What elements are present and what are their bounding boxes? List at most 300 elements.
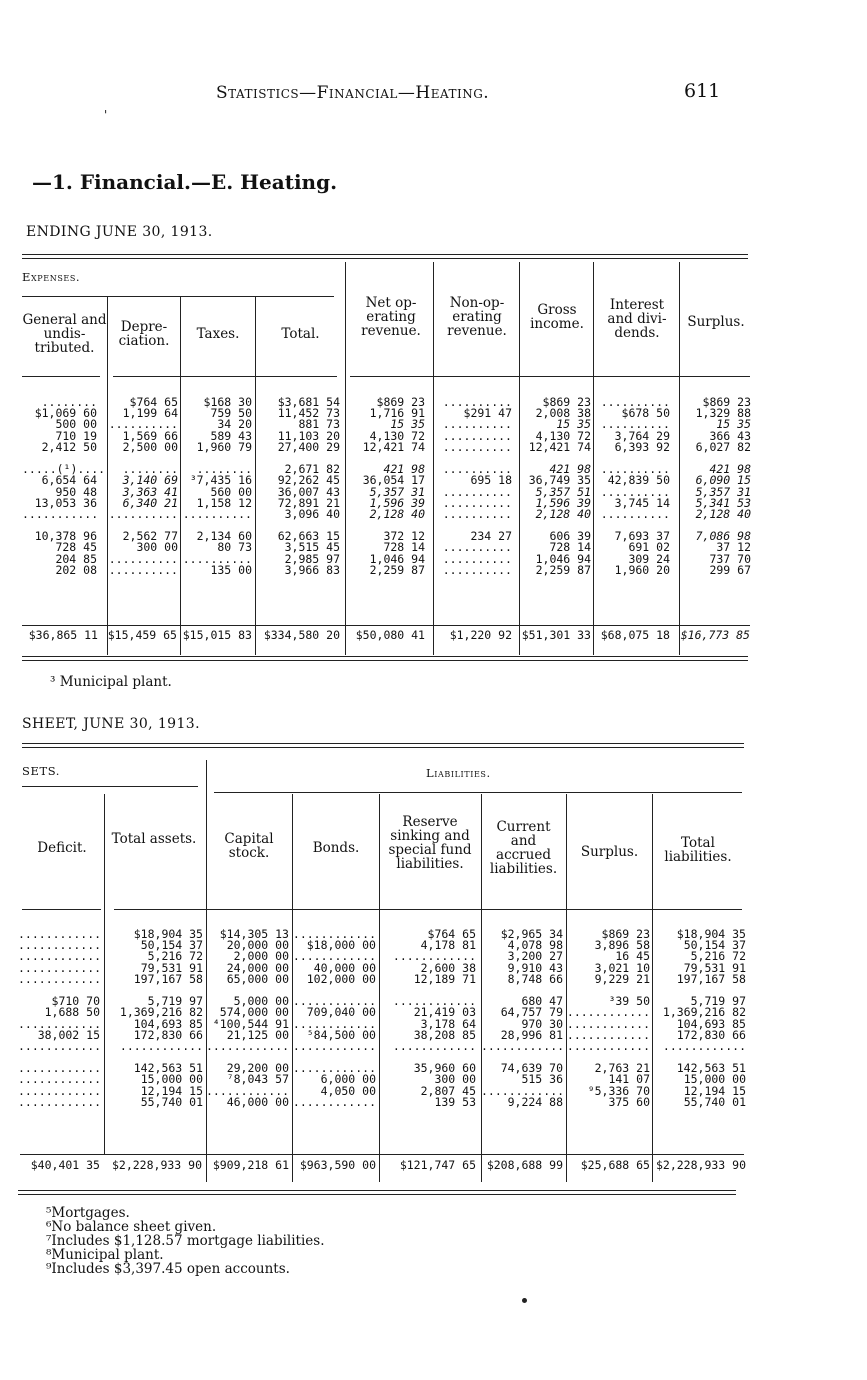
t1-head-depreciation: Depre- ciation. [118, 319, 170, 349]
t2-col-current-cell: 680 47 [521, 994, 563, 1009]
t2-col-deficit-cell: 1,688 50 [44, 1005, 100, 1020]
t1-col-gross-cell: 421 98 [549, 462, 591, 477]
t1-col-gross-cell: 1,596 39 [535, 495, 591, 510]
t1-col-general-cell: 2,412 50 [41, 439, 97, 454]
t1-col-net-op-cell: 2,259 87 [369, 562, 425, 577]
t1-col-surplus-cell: 2,128 40 [695, 506, 751, 521]
t2-col-bonds-cell: 102,000 00 [306, 971, 376, 986]
t2-col-reserve-cell: 3,178 64 [420, 1016, 476, 1031]
section-title: —1. Financial.—E. Heating. [32, 170, 338, 194]
t1-col-total-cell: 92,262 45 [277, 473, 340, 488]
t2-total-bonds: $963,590 00 [299, 1158, 376, 1172]
t1-col-depreciation-cell: $764 65 [129, 395, 178, 409]
t1-total-gross: $51,301 33 [521, 628, 591, 642]
t2-col-capital-cell: 65,000 00 [226, 971, 289, 986]
t1-col-general-cell: $1,069 60 [34, 406, 97, 421]
table1-bottom-rule [22, 656, 748, 661]
t1-head-total: Total. [281, 326, 320, 342]
t1-col-net-op-cell: 15 35 [390, 417, 425, 432]
t1-col-surplus-cell: 366 43 [709, 428, 751, 443]
t2-col-total-liab-cell: 142,563 51 [676, 1061, 746, 1076]
t2-col-total-assets-cell: ............ [119, 1038, 203, 1053]
page-number: 611 [684, 80, 721, 102]
t1-col-general-cell: 10,378 96 [34, 529, 97, 544]
t2-col-total-liab-cell: ............ [662, 1038, 746, 1053]
t1-col-depreciation-cell: 3,140 69 [122, 473, 178, 488]
t2-col-current-cell: ............ [481, 1038, 565, 1053]
t1-col-surplus-cell: $869 23 [702, 395, 751, 409]
t2-col-deficit-cell: ............ [18, 1072, 102, 1087]
t2-col-reserve-cell: 35,960 60 [413, 1061, 476, 1076]
t2-col-current-cell: 970 30 [521, 1016, 563, 1031]
t2-head-capital: Capital stock. [224, 831, 274, 861]
t1-col-general-cell: ........ [41, 395, 97, 409]
t1-col-depreciation-cell: 300 00 [136, 540, 178, 555]
t1-col-non-op-cell: 234 27 [470, 529, 512, 544]
t1-col-net-op-cell: 36,054 17 [362, 473, 425, 488]
t2-col-deficit-cell: ............ [18, 1094, 102, 1109]
t2-col-total-assets-cell: 12,194 15 [140, 1083, 203, 1098]
t1-col-gross-cell: $869 23 [542, 395, 591, 409]
t2-col-surplus-cell: ............ [566, 1038, 650, 1053]
t1-col-gross-cell: 4,130 72 [535, 428, 591, 443]
t1-total-general: $36,865 11 [28, 628, 98, 642]
t1-col-taxes-cell: 80 73 [217, 540, 252, 555]
t1-total-non-op: $1,220 92 [449, 628, 512, 642]
ink-dot [522, 1298, 527, 1303]
t2-col-total-liab-cell: 79,531 91 [683, 960, 746, 975]
t1-head-surplus: Surplus. [687, 314, 745, 330]
t2-col-bonds-cell: 709,040 00 [306, 1005, 376, 1020]
t1-col-total-cell: 72,891 21 [277, 495, 340, 510]
t1-col-taxes-cell: 560 00 [210, 484, 252, 499]
t2-col-total-assets-cell: 15,000 00 [140, 1072, 203, 1087]
t2-head-rule-2 [114, 909, 742, 910]
t1-col-depreciation-cell: .......... [108, 551, 178, 566]
stray-mark: ' [104, 108, 108, 122]
t2-col-total-liab-cell: 5,719 97 [690, 994, 746, 1009]
t2-col-capital-cell: 574,000 00 [219, 1005, 289, 1020]
t1-col-taxes-cell: 1,960 79 [196, 439, 252, 454]
t2-col-current-cell: ............ [481, 1083, 565, 1098]
t1-col-taxes-cell: $168 30 [203, 395, 252, 409]
t1-col-total-cell: 36,007 43 [277, 484, 340, 499]
t2-col-total-liab-cell: 55,740 01 [683, 1094, 746, 1109]
t2-col-capital-cell: ............ [206, 1038, 290, 1053]
t1-col-non-op-cell: .......... [442, 439, 512, 454]
t1-col-interest-cell: .......... [600, 462, 670, 477]
t2-head-surplus: Surplus. [580, 844, 639, 860]
t2-col-capital-cell: 2,000 00 [233, 949, 289, 964]
t1-col-depreciation-cell: 6,340 21 [122, 495, 178, 510]
t2-col-current-cell: $2,965 34 [500, 927, 563, 941]
t2-col-reserve-cell: ............ [392, 994, 476, 1009]
t2-col-reserve-cell: ............ [392, 949, 476, 964]
t1-col-total-cell: 2,985 97 [284, 551, 340, 566]
t1-col-depreciation-cell: 1,569 66 [122, 428, 178, 443]
t1-col-non-op-cell: .......... [442, 395, 512, 409]
t2-col-bonds-cell: $18,000 00 [306, 938, 376, 953]
t2-col-capital-cell: 29,200 00 [226, 1061, 289, 1076]
t1-col-total [256, 397, 340, 576]
t1-col-total-cell: 62,663 15 [277, 529, 340, 544]
t1-col-non-op-cell: .......... [442, 506, 512, 521]
t2-col-reserve-cell: 38,208 85 [413, 1027, 476, 1042]
t2-col-deficit-cell: ............ [18, 960, 102, 975]
t2-col-bonds-cell: 4,050 00 [320, 1083, 376, 1098]
t2-col-reserve-cell: $764 65 [427, 927, 476, 941]
t2-col-surplus-cell: 3,896 58 [594, 938, 650, 953]
t1-col-surplus-cell: 1,329 88 [695, 406, 751, 421]
t1-col-general-cell: ........... [22, 506, 99, 521]
t2-total-liab: $2,228,933 90 [655, 1158, 746, 1172]
t2-col-reserve-cell: 2,600 38 [420, 960, 476, 975]
t1-col-gross-cell: 12,421 74 [528, 439, 591, 454]
t2-col-deficit-cell: ............ [18, 1083, 102, 1098]
t1-col-taxes-cell: 34 20 [217, 417, 252, 432]
t2-col-surplus-cell: 3,021 10 [594, 960, 650, 975]
t2-footnote-7: ⁷Includes $1,128.57 mortgage liabilities. [46, 1233, 325, 1249]
t2-col-total-liab-cell: 1,369,216 82 [662, 1005, 746, 1020]
t2-col-total-assets-cell: 197,167 58 [133, 971, 203, 986]
t2-col-surplus-cell: 9,229 21 [594, 971, 650, 986]
t2-head-rule-1 [22, 909, 101, 910]
t1-col-interest-cell: $678 50 [621, 406, 670, 421]
t2-total-surplus: $25,688 65 [580, 1158, 650, 1172]
t1-col-net-op-cell: 1,716 91 [369, 406, 425, 421]
t1-col-net-op-cell: $869 23 [376, 395, 425, 409]
t1-head-gross: Gross income. [530, 302, 584, 332]
t1-col-total-cell: 11,103 20 [277, 428, 340, 443]
t2-footnote-9: ⁹Includes $3,397.45 open accounts. [46, 1261, 290, 1277]
table1-caption: ENDING JUNE 30, 1913. [26, 224, 213, 240]
t1-col-taxes-cell: ........ [196, 462, 252, 477]
t2-col-surplus-cell: 16 45 [615, 949, 650, 964]
t2-col-current-cell: 8,748 66 [507, 971, 563, 986]
t2-col-total-liab-cell: 197,167 58 [676, 971, 746, 986]
t1-col-interest-cell: .......... [600, 506, 670, 521]
t1-col-interest-cell: 1,960 20 [614, 562, 670, 577]
t2-col-capital-cell: 21,125 00 [226, 1027, 289, 1042]
t2-col-total-liab-cell: 172,830 66 [676, 1027, 746, 1042]
t1-col-net-op-cell: 2,128 40 [369, 506, 425, 521]
t1-col-taxes-cell: 589 43 [210, 428, 252, 443]
t2-col-surplus-cell: ............ [566, 1005, 650, 1020]
t1-col-total-cell: 27,400 29 [277, 439, 340, 454]
t1-col-net-op-cell: 5,357 31 [369, 484, 425, 499]
t2-col-reserve-cell: 21,419 03 [413, 1005, 476, 1020]
t2-col-current-cell: 4,078 98 [507, 938, 563, 953]
t2-col-current-cell: 28,996 81 [500, 1027, 563, 1042]
t2-col-surplus-cell: ............ [566, 1027, 650, 1042]
t1-col-depreciation-cell: .......... [108, 562, 178, 577]
t2-col-deficit-cell: ............ [18, 927, 102, 941]
t1-col-depreciation-cell: 3,363 41 [122, 484, 178, 499]
t1-col-depreciation-cell: .......... [108, 417, 178, 432]
t2-col-total-assets-cell: 5,216 72 [147, 949, 203, 964]
t1-col-interest-cell: .......... [600, 417, 670, 432]
t2-col-surplus-cell: ............ [566, 1016, 650, 1031]
t2-col-deficit-cell: $710 70 [51, 994, 100, 1009]
t1-col-net-op [346, 397, 425, 576]
t1-footnote: ³ Municipal plant. [50, 674, 172, 690]
t1-col-surplus-cell: 7,086 98 [695, 529, 751, 544]
t2-footnote-8: ⁸Municipal plant. [46, 1247, 164, 1263]
table2-top-rule [22, 743, 744, 748]
t1-col-gross [520, 397, 591, 576]
t1-col-interest-cell: .......... [600, 484, 670, 499]
table1-top-rule [22, 254, 748, 259]
t2-col-current-cell: 74,639 70 [500, 1061, 563, 1076]
t1-total-depreciation: $15,459 65 [107, 628, 177, 642]
t1-col-gross-cell: 2,128 40 [535, 506, 591, 521]
t2-col-reserve [379, 929, 476, 1108]
t2-col-total-assets-cell: 142,563 51 [133, 1061, 203, 1076]
t2-col-total-liab [652, 929, 746, 1108]
t2-col-bonds-cell: ⁵84,500 00 [306, 1027, 376, 1042]
t2-head-reserve: Reserve sinking and special fund liabilities. [388, 814, 472, 872]
t2-total-reserve: $121,747 65 [399, 1158, 476, 1172]
t1-totals-rule [22, 625, 750, 626]
t1-col-general-cell: 204 85 [55, 551, 97, 566]
t1-col-interest-cell: 7,693 37 [614, 529, 670, 544]
t1-col-non-op-cell: .......... [442, 562, 512, 577]
t2-col-total-assets [104, 929, 203, 1108]
t1-col-non-op-cell: $291 47 [463, 406, 512, 421]
t1-col-general-cell: 202 08 [55, 562, 97, 577]
t1-col-interest-cell: 42,839 50 [607, 473, 670, 488]
t1-col-general-cell: 6,654 64 [41, 473, 97, 488]
t1-total-total: $334,580 20 [263, 628, 340, 642]
t1-col-taxes-cell: .......... [182, 506, 252, 521]
t2-col-total-assets-cell: 50,154 37 [140, 938, 203, 953]
table2-bottom-rule [18, 1190, 736, 1195]
t1-col-taxes-cell: ³7,435 16 [189, 473, 252, 488]
t2-group-liabilities: Liabilities. [426, 766, 491, 780]
t2-col-total-assets-cell: 1,369,216 82 [119, 1005, 203, 1020]
t2-col-total-assets-cell: 5,719 97 [147, 994, 203, 1009]
t1-head-net-op: Net op- erating revenue. [361, 295, 421, 339]
t2-col-bonds-cell: 6,000 00 [320, 1072, 376, 1087]
t1-col-gross-cell: 2,008 38 [535, 406, 591, 421]
t2-col-capital-cell: 46,000 00 [226, 1094, 289, 1109]
t2-col-bonds-cell: ............ [292, 1038, 376, 1053]
t2-col-current [481, 929, 563, 1108]
t2-col-total-liab-cell: 104,693 85 [676, 1016, 746, 1031]
t2-col-current-cell: 64,757 79 [500, 1005, 563, 1020]
table1-expenses-rule [22, 296, 334, 297]
t2-col-capital-cell: ............ [206, 1083, 290, 1098]
t1-head-general: General and undis- tributed. [22, 312, 107, 356]
t1-col-depreciation-cell: 2,562 77 [122, 529, 178, 544]
t1-col-net-op-cell: 421 98 [383, 462, 425, 477]
t1-col-non-op-cell: .......... [442, 417, 512, 432]
t2-col-bonds-cell: ............ [292, 1061, 376, 1076]
t1-col-total-cell: 2,671 82 [284, 462, 340, 477]
t2-total-assets: $2,228,933 90 [111, 1158, 202, 1172]
t2-col-bonds-cell: ............ [292, 1016, 376, 1031]
t2-col-capital [206, 929, 289, 1108]
t2-col-current-cell: 515 36 [521, 1072, 563, 1087]
t2-total-current: $208,688 99 [486, 1158, 563, 1172]
t2-col-surplus-cell: $869 23 [601, 927, 650, 941]
t2-head-total-assets: Total assets. [111, 831, 197, 847]
t2-col-reserve-cell: 139 53 [434, 1094, 476, 1109]
t1-head-rule-1 [22, 376, 100, 377]
t1-col-net-op-cell: 4,130 72 [369, 428, 425, 443]
t2-head-deficit: Deficit. [37, 840, 87, 856]
t1-col-general-cell: 710 19 [55, 428, 97, 443]
t1-head-non-op: Non-op- erating revenue. [447, 295, 507, 339]
t2-col-reserve-cell: 12,189 71 [413, 971, 476, 986]
t1-col-interest-cell: 691 02 [628, 540, 670, 555]
t1-col-surplus-cell: 737 70 [709, 551, 751, 566]
t2-col-surplus [566, 929, 650, 1108]
t2-col-surplus-cell: 141 07 [608, 1072, 650, 1087]
t1-col-interest-cell: 3,764 29 [614, 428, 670, 443]
t2-head-current: Current and accrued liabilities. [489, 819, 558, 877]
t1-col-interest-cell: 6,393 92 [614, 439, 670, 454]
t1-col-surplus-cell: 6,027 82 [695, 439, 751, 454]
t2-col-total-liab-cell: 50,154 37 [683, 938, 746, 953]
t1-col-depreciation-cell: .......... [108, 506, 178, 521]
t1-col-general-cell: .....(¹).... [22, 462, 106, 477]
t1-col-general-cell: 500 00 [55, 417, 97, 432]
t2-group-assets: SETS. [22, 764, 61, 778]
t1-col-net-op-cell: 728 14 [383, 540, 425, 555]
t2-col-current-cell: 9,224 88 [507, 1094, 563, 1109]
t2-col-capital-cell: 24,000 00 [226, 960, 289, 975]
t2-col-total-assets-cell: 79,531 91 [140, 960, 203, 975]
t1-col-interest-cell: 3,745 14 [614, 495, 670, 510]
table1-group-expenses: Expenses. [22, 270, 81, 284]
t1-col-depreciation [108, 397, 178, 576]
t2-col-reserve-cell: 300 00 [434, 1072, 476, 1087]
t2-totals-rule [20, 1154, 744, 1155]
t1-col-depreciation-cell: 1,199 64 [122, 406, 178, 421]
t1-col-total-cell: 3,515 45 [284, 540, 340, 555]
t1-col-non-op-cell: .......... [442, 428, 512, 443]
t2-col-bonds-cell: ............ [292, 994, 376, 1009]
t2-col-surplus-cell: ³39 50 [608, 994, 650, 1009]
t1-col-gross-cell: 728 14 [549, 540, 591, 555]
t1-col-general-cell: 13,053 36 [34, 495, 97, 510]
t1-col-total-cell: $3,681 54 [277, 395, 340, 409]
t1-col-surplus-cell: 421 98 [709, 462, 751, 477]
t1-col-non-op-cell: .......... [442, 551, 512, 566]
t1-col-surplus [680, 397, 751, 576]
t1-col-general-cell: 950 48 [55, 484, 97, 499]
t1-head-rule-2 [113, 376, 337, 377]
t2-total-capital: $909,218 61 [212, 1158, 289, 1172]
t2-col-current-cell: 3,200 27 [507, 949, 563, 964]
t1-col-gross-cell: 15 35 [556, 417, 591, 432]
t2-col-capital-cell: 20,000 00 [226, 938, 289, 953]
t1-col-taxes [181, 397, 252, 576]
t1-head-interest: Interest and divi- dends. [607, 297, 667, 341]
t1-col-interest [594, 397, 670, 576]
t2-col-reserve-cell: 4,178 81 [420, 938, 476, 953]
running-head: Statistics—Financial—Heating. [216, 83, 490, 103]
t1-col-gross-cell: 606 39 [549, 529, 591, 544]
t2-col-bonds-cell: ............ [292, 1094, 376, 1109]
t1-col-interest-cell: .......... [600, 395, 670, 409]
t1-col-non-op-cell: .......... [442, 462, 512, 477]
t2-col-deficit-cell: 38,002 15 [37, 1027, 100, 1042]
t2-col-surplus-cell: 2,763 21 [594, 1061, 650, 1076]
t1-col-surplus-cell: 15 35 [716, 417, 751, 432]
t1-total-surplus: $16,773 85 [680, 628, 750, 642]
t1-col-non-op [434, 397, 512, 576]
t1-col-surplus-cell: 5,341 53 [695, 495, 751, 510]
table2-caption: SHEET, JUNE 30, 1913. [22, 716, 200, 732]
t1-col-taxes-cell: .......... [182, 551, 252, 566]
t1-total-interest: $68,075 18 [600, 628, 670, 642]
t1-col-total-cell: 881 73 [298, 417, 340, 432]
t1-col-surplus-cell: 5,357 31 [695, 484, 751, 499]
t1-head-taxes: Taxes. [196, 326, 240, 342]
t2-col-total-liab-cell: 5,216 72 [690, 949, 746, 964]
t1-col-non-op-cell: .......... [442, 484, 512, 499]
t2-col-deficit-cell: ............ [18, 1061, 102, 1076]
t1-col-total-cell: 11,452 73 [277, 406, 340, 421]
t1-col-taxes-cell: 135 00 [210, 562, 252, 577]
t1-col-non-op-cell: .......... [442, 495, 512, 510]
t2-col-total-assets-cell: $18,904 35 [133, 927, 203, 941]
t1-col-surplus-cell: 299 67 [709, 562, 751, 577]
t2-footnote-5: ⁵Mortgages. [46, 1205, 130, 1221]
t2-col-bonds-cell: ............ [292, 949, 376, 964]
t2-col-surplus-cell: ⁹5,336 70 [587, 1083, 650, 1098]
t1-col-gross-cell: 36,749 35 [528, 473, 591, 488]
t1-col-gross-cell: 1,046 94 [535, 551, 591, 566]
t2-col-capital-cell: ⁴100,544 91 [212, 1016, 289, 1031]
t2-col-bonds-cell: 40,000 00 [313, 960, 376, 975]
t2-col-surplus-cell: 375 60 [608, 1094, 650, 1109]
t2-col-total-liab-cell: 15,000 00 [683, 1072, 746, 1087]
t1-col-net-op-cell: 12,421 74 [362, 439, 425, 454]
t1-col-general-cell: 728 45 [55, 540, 97, 555]
t1-col-total-cell: 3,096 40 [284, 506, 340, 521]
t1-col-non-op-cell: 695 18 [470, 473, 512, 488]
t1-col-taxes-cell: 759 50 [210, 406, 252, 421]
t2-col-current-cell: 9,910 43 [507, 960, 563, 975]
t1-col-surplus-cell: 37 12 [716, 540, 751, 555]
t1-col-taxes-cell: 1,158 12 [196, 495, 252, 510]
t1-head-rule-3 [350, 376, 750, 377]
t2-head-bonds: Bonds. [312, 840, 360, 856]
t2-col-reserve-cell: 2,807 45 [420, 1083, 476, 1098]
t1-col-interest-cell: 309 24 [628, 551, 670, 566]
t1-total-taxes: $15,015 83 [182, 628, 252, 642]
t2-col-capital-cell: 5,000 00 [233, 994, 289, 1009]
t1-col-net-op-cell: 1,046 94 [369, 551, 425, 566]
t2-col-deficit [18, 929, 100, 1108]
t2-col-total-assets-cell: 55,740 01 [140, 1094, 203, 1109]
t2-total-deficit: $40,401 35 [30, 1158, 100, 1172]
t2-liab-rule [214, 792, 742, 793]
t1-col-gross-cell: 5,357 51 [535, 484, 591, 499]
t2-col-total-assets-cell: 104,693 85 [133, 1016, 203, 1031]
t2-col-reserve-cell: ............ [392, 1038, 476, 1053]
t2-col-capital-cell: ⁷8,043 57 [226, 1072, 289, 1087]
t1-col-depreciation-cell: ........ [122, 462, 178, 477]
t1-col-depreciation-cell: 2,500 00 [122, 439, 178, 454]
t2-col-total-liab-cell: 12,194 15 [683, 1083, 746, 1098]
t2-col-deficit-cell: ............ [18, 1038, 102, 1053]
t1-col-general [22, 395, 106, 577]
t2-col-deficit-cell: ............ [18, 1016, 102, 1031]
